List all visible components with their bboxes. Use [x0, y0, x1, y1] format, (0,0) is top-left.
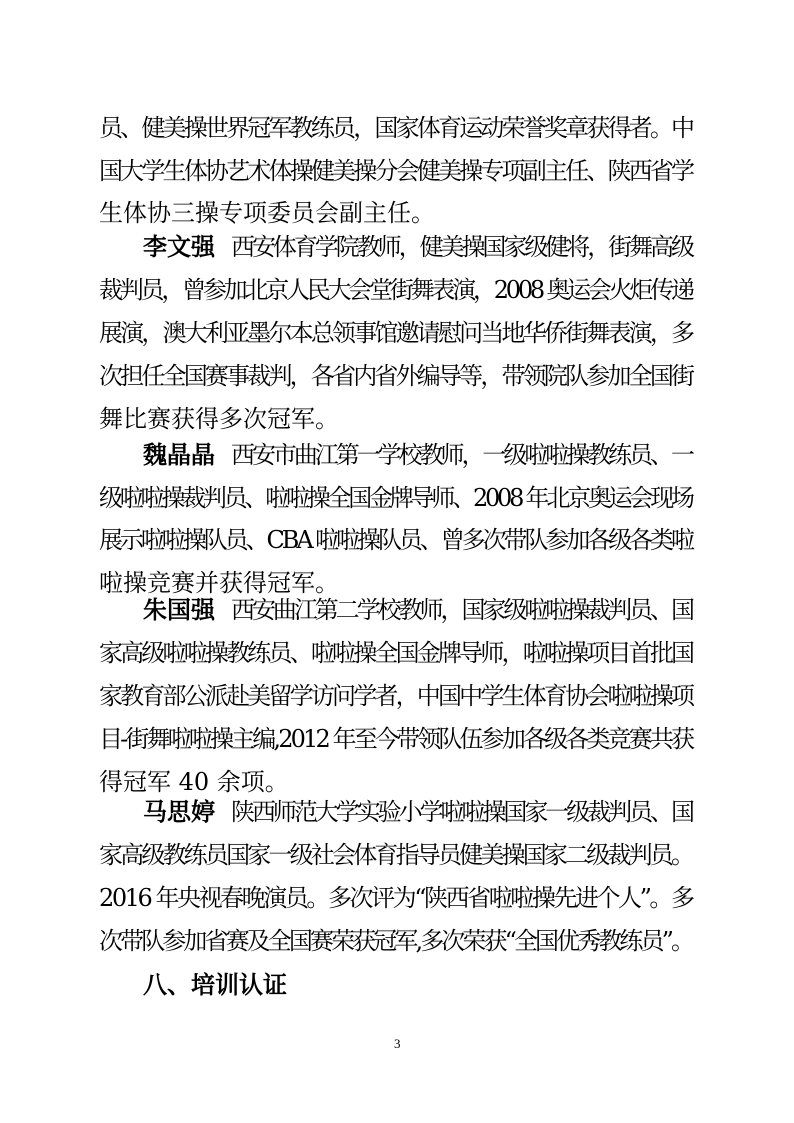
person-name: 魏晶晶	[143, 441, 215, 469]
paragraph-line: 舞比赛获得多次冠军。	[99, 405, 339, 433]
paragraph-line: 2016 年央视春晚演员。多次评为“陕西省啦啦操先进个人”。多	[99, 884, 693, 912]
paragraph-line: 裁判员，曾参加北京人民大会堂街舞表演，2008 奥运会火炬传递	[99, 276, 692, 304]
paragraph-line: 次担任全国赛事裁判，各省内省外编导等，带领院队参加全国街	[99, 362, 693, 390]
paragraph-line: 陕西师范大学实验小学啦啦操国家一级裁判员、国	[231, 798, 692, 826]
paragraph-line: 次带队参加省赛及全国赛荣获冠军,多次荣获“全国优秀教练员”。	[99, 927, 693, 955]
paragraph-line: 生体协三操专项委员会副主任。	[99, 199, 435, 227]
paragraph-line: 家高级啦啦操教练员、啦啦操全国金牌导师，啦啦操项目首批国	[99, 639, 693, 667]
paragraph-line: 级啦啦操裁判员、啦啦操全国金牌导师、2008 年北京奥运会现场	[99, 484, 692, 512]
paragraph-line: 展演，澳大利亚墨尔本总领事馆邀请慰问当地华侨街舞表演，多	[99, 319, 693, 347]
paragraph-line: 目-街舞啦啦操主编,2012 年至今带领队伍参加各级各类竞赛共获	[99, 725, 693, 753]
paragraph-line: 家高级教练员国家一级社会体育指导员健美操国家二级裁判员。	[99, 841, 693, 869]
page-number: 3	[394, 1036, 401, 1051]
paragraph-line: 啦操竞赛并获得冠军。	[99, 569, 339, 597]
paragraph-line: 得冠军 40 余项。	[99, 768, 289, 796]
paragraph-line: 家教育部公派赴美留学访问学者，中国中学生体育协会啦啦操项	[99, 682, 693, 710]
section-heading: 八、培训认证	[143, 971, 287, 999]
paragraph-line: 国大学生体协艺术体操健美操分会健美操专项副主任、陕西省学	[99, 157, 693, 185]
person-name: 朱国强	[143, 596, 215, 624]
paragraph-line: 展示啦啦操队员、CBA 啦啦操队员、曾多次带队参加各级各类啦	[99, 526, 692, 554]
person-name: 马思婷	[143, 798, 215, 826]
paragraph-line: 西安曲江第二学校教师，国家级啦啦操裁判员、国	[231, 596, 692, 624]
person-name: 李文强	[143, 233, 215, 261]
paragraph-line: 西安市曲江第一学校教师，一级啦啦操教练员、一	[231, 441, 692, 469]
paragraph-line: 员、健美操世界冠军教练员，国家体育运动荣誉奖章获得者。中	[99, 114, 693, 142]
paragraph-line: 西安体育学院教师，健美操国家级健将，街舞高级	[231, 233, 692, 261]
